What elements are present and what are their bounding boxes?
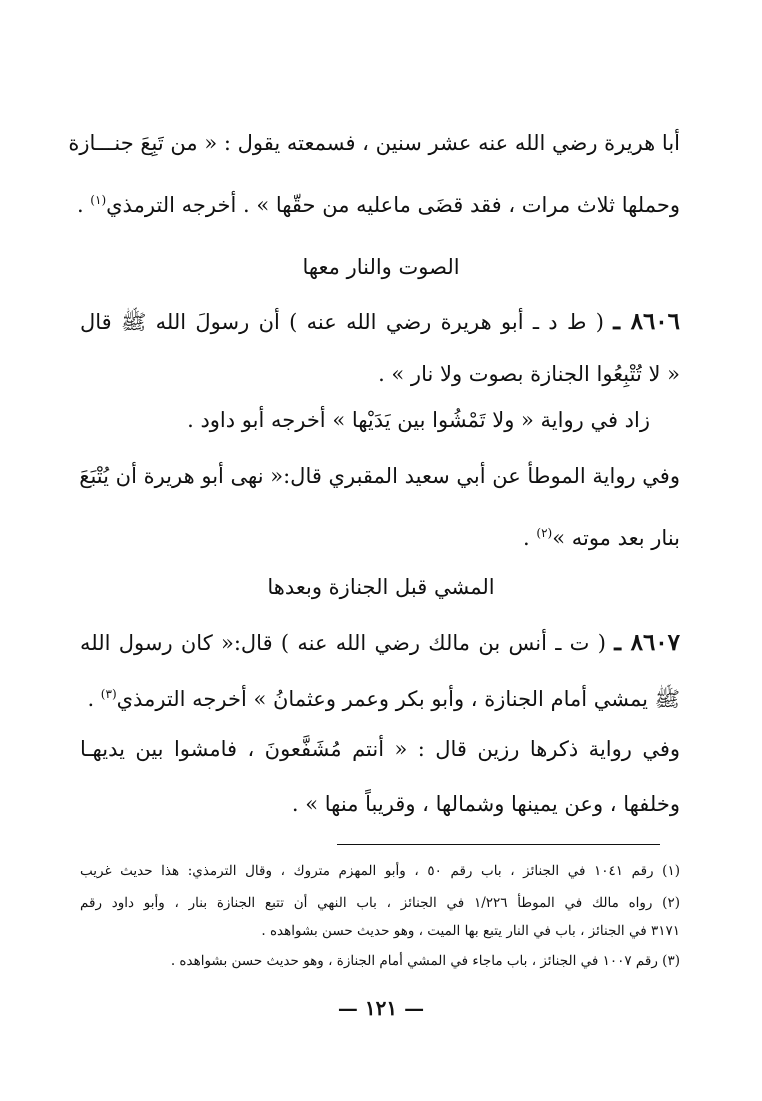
text-line-2 — [77, 183, 680, 222]
text-line-2-body: وحملها ثلاث مرات ، فقد قضَى ماعليه من حقّها » . أخرجه الترمذي — [106, 193, 680, 217]
text-line-1: أبا هريرة رضي الله عنه عشر سنين ، فسمعته يقول : « من تَبِعَ جنـــازة — [68, 131, 680, 155]
text-line-7-end: . — [523, 526, 537, 550]
section-heading-1: الصوت والنار معها — [302, 255, 460, 279]
text-line-10: وفي رواية ذكرها رزين قال : « أنتم مُشَفَّعونَ ، فامشوا بين يديهـا — [80, 737, 680, 761]
footnote-ref-1: (١) — [90, 193, 107, 207]
footnote-divider — [337, 844, 660, 845]
text-line-9 — [87, 677, 680, 716]
text-line-6: وفي رواية الموطأ عن أبي سعيد المقبري قال:« نهى أبو هريرة أن يُتْبَعَ — [79, 464, 680, 488]
text-line-4: « لا تُتْبِعُوا الجنازة بصوت ولا نار » . — [378, 362, 680, 386]
hadith-number-8607: ٨٦٠٧ ـ — [614, 629, 681, 656]
hadith-number-8606: ٨٦٠٦ ـ — [613, 308, 681, 335]
hadith-8607-line — [80, 626, 680, 660]
footnote-ref-3: (٣) — [100, 687, 117, 701]
hadith-8606-line — [80, 305, 680, 339]
text-line-7-body: بنار بعد موته » — [552, 526, 680, 550]
footnote-3: (٣) رقم ١٠٠٧ في الجنائز ، باب ماجاء في المشي أمام الجنازة ، وهو حديث حسن بشواهده . — [170, 953, 680, 969]
page-number: — ١٢١ — — [337, 996, 425, 1020]
footnote-2: (٢) رواه مالك في الموطأ ١/٢٢٦ في الجنائز ، باب النهي أن تتبع الجنازة بنار ، وأبو داود رقم — [80, 895, 680, 911]
hadith-8606-text: ( ط د ـ أبو هريرة رضي الله عنه ) أن رسولَ الله ﷺ قال — [80, 310, 614, 334]
text-line-11: وخلفها ، وعن يمينها وشمالها ، وقريباً منها » . — [291, 792, 680, 816]
text-line-7 — [523, 516, 680, 555]
text-line-9-body: ﷺ يمشي أمام الجنازة ، وأبو بكر وعمر وعثمانُ » أخرجه الترمذي — [116, 687, 680, 711]
text-line-2-end: . — [76, 193, 91, 217]
footnote-2-continued: ٣١٧١ في الجنائز ، باب في النار يتبع بها الميت ، وهو حديث حسن بشواهده . — [261, 923, 680, 939]
hadith-8607-text: ( ت ـ أنس بن مالك رضي الله عنه ) قال:« كان رسول الله — [80, 631, 615, 655]
footnote-ref-2: (٢) — [536, 526, 553, 540]
section-heading-2: المشي قبل الجنازة وبعدها — [267, 575, 495, 599]
footnote-1: (١) رقم ١٠٤١ في الجنائز ، باب رقم ٥٠ ، وأبو المهزم متروك ، وقال الترمذي: هذا حديث غريب — [80, 863, 680, 879]
text-line-9-end: . — [87, 687, 101, 711]
text-line-5: زاد في رواية « ولا تَمْشُوا بين يَدَيْها » أخرجه أبو داود . — [187, 408, 650, 432]
